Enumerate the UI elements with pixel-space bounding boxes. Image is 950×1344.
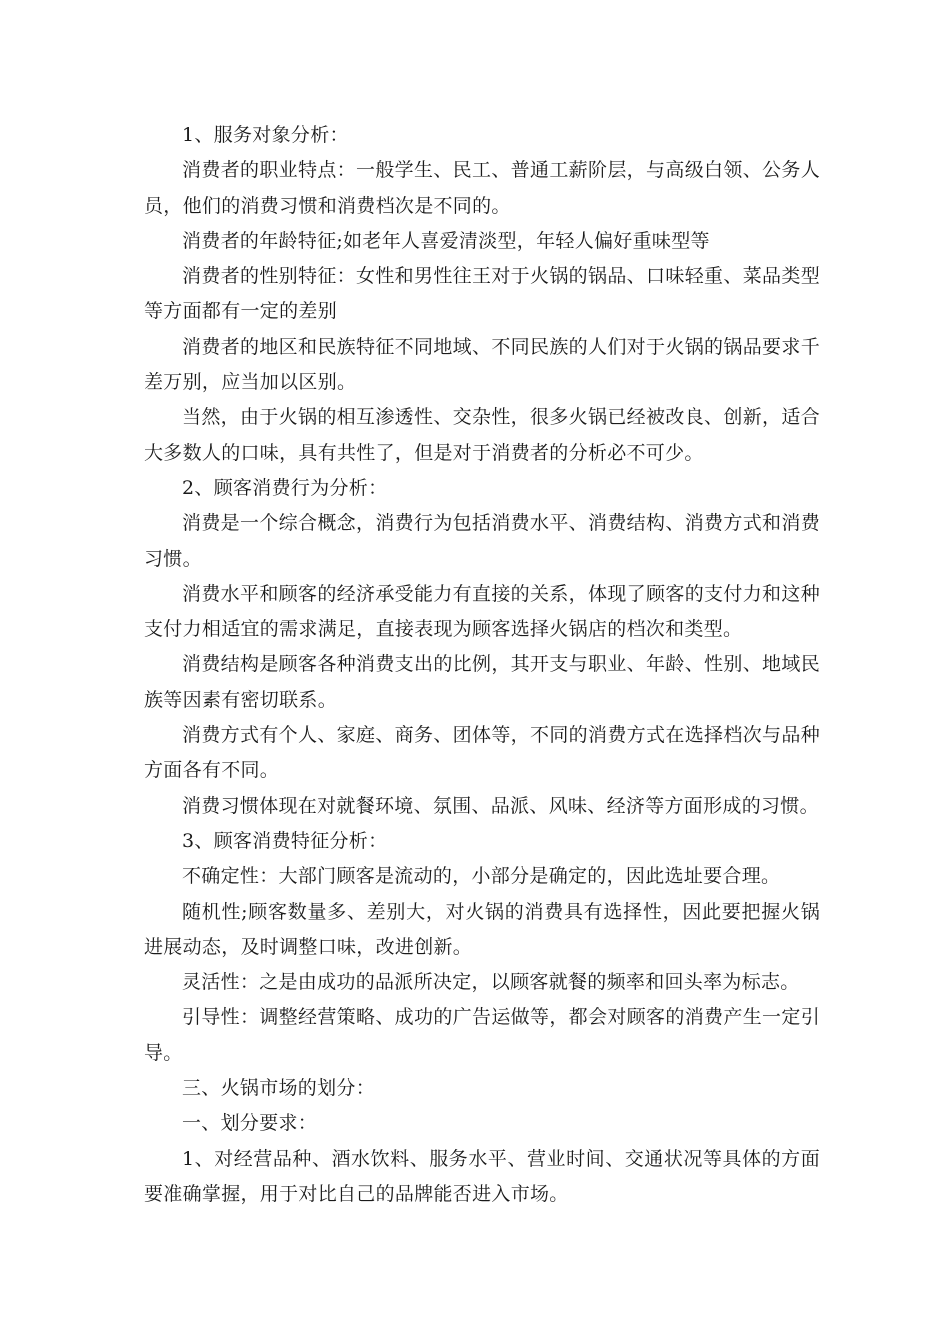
paragraph-requirement-1: 1、对经营品种、酒水饮料、服务水平、营业时间、交通状况等具体的方面要准确掌握，用于对比自己的品牌能否进入市场。 xyxy=(144,1147,820,1205)
paragraph-consumption-structure: 消费结构是顾客各种消费支出的比例，其开支与职业、年龄、性别、地域民族等因素有密切联系。 xyxy=(144,653,820,711)
paragraph-consumption-mode: 消费方式有个人、家庭、商务、团体等，不同的消费方式在选择档次与品种方面各有不同。 xyxy=(144,724,820,782)
paragraph-region-ethnicity: 消费者的地区和民族特征不同地域、不同民族的人们对于火锅的锅品要求千差万别，应当加以区别。 xyxy=(144,335,820,394)
paragraph-consumption-concept: 消费是一个综合概念，消费行为包括消费水平、消费结构、消费方式和消费习惯。 xyxy=(144,512,820,570)
section-heading-service-target: 1、服务对象分析： xyxy=(182,124,349,146)
document-body xyxy=(144,118,820,1212)
paragraph-age: 消费者的年龄特征;如老年人喜爱清淡型，年轻人偏好重味型等 xyxy=(182,229,710,252)
section-heading-market-division: 三、火锅市场的划分： xyxy=(182,1077,376,1100)
paragraph-guidance: 引导性：调整经营策略、成功的广告运做等，都会对顾客的消费产生一定引导。 xyxy=(144,1006,820,1064)
paragraph-generality: 当然，由于火锅的相互渗透性、交杂性，很多火锅已经被改良、创新，适合大多数人的口味，具有共性了，但是对于消费者的分析必不可少。 xyxy=(144,406,820,464)
subsection-heading-division-requirements: 一、划分要求： xyxy=(182,1112,318,1135)
section-heading-consumer-features: 3、顾客消费特征分析： xyxy=(182,829,388,852)
paragraph-uncertainty: 不确定性：大部门顾客是流动的，小部分是确定的，因此选址要合理。 xyxy=(182,865,781,888)
paragraph-consumption-level: 消费水平和顾客的经济承受能力有直接的关系，体现了顾客的支付力和这种支付力相适宜的需求满足，直接表现为顾客选择火锅店的档次和类型。 xyxy=(144,582,820,641)
paragraph-consumption-habit: 消费习惯体现在对就餐环境、氛围、品派、风味、经济等方面形成的习惯。 xyxy=(182,794,819,817)
paragraph-randomness: 随机性;顾客数量多、差别大，对火锅的消费具有选择性，因此要把握火锅进展动态，及时调整口味，改进创新。 xyxy=(144,900,820,958)
paragraph-occupation: 消费者的职业特点：一般学生、民工、普通工薪阶层，与高级白领、公务人员，他们的消费习惯和消费档次是不同的。 xyxy=(144,159,820,217)
paragraph-flexibility: 灵活性：之是由成功的品派所决定，以顾客就餐的频率和回头率为标志。 xyxy=(182,971,800,994)
section-heading-consumer-behavior: 2、顾客消费行为分析： xyxy=(182,476,388,499)
paragraph-gender: 消费者的性别特征：女性和男性往王对于火锅的锅品、口味轻重、菜品类型等方面都有一定的差别 xyxy=(144,265,820,323)
